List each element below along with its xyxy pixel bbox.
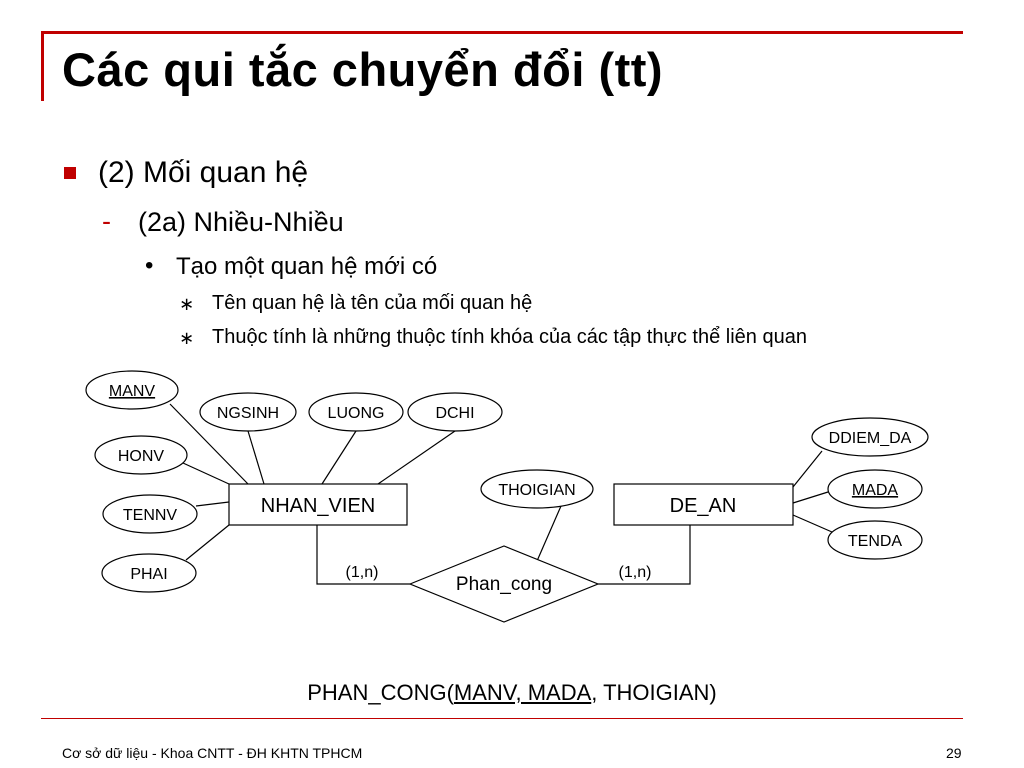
attribute-phai-label: PHAI xyxy=(130,566,168,583)
attribute-luong-label: LUONG xyxy=(327,405,385,422)
attribute-ddiem-da-label: DDIEM_DA xyxy=(828,430,912,447)
connector-ddiem-da xyxy=(793,451,822,487)
connector-luong xyxy=(322,431,356,484)
entity-nhan-vien-label: NHAN_VIEN xyxy=(260,495,376,517)
relation-schema xyxy=(0,680,1024,706)
bullet-level-4-relation-name: Tên quan hệ là tên của mối quan hệ xyxy=(212,292,533,314)
attribute-mada-label: MADA xyxy=(851,482,899,499)
connector-dchi xyxy=(378,431,455,484)
bullet-level-1: (2) Mối quan hệ xyxy=(98,156,309,189)
entity-de-an-label: DE_AN xyxy=(669,495,737,517)
slide-title: Các qui tắc chuyển đổi (tt) xyxy=(62,43,664,96)
dot-bullet-icon: • xyxy=(145,252,154,279)
attribute-thoigian-label: THOIGIAN xyxy=(498,482,576,499)
page-number: 29 xyxy=(946,745,962,761)
connector-phai xyxy=(186,525,229,560)
relation-schema-key: MANV, MADA xyxy=(453,680,592,705)
connector-honv xyxy=(183,463,229,484)
attribute-tenda-label: TENDA xyxy=(847,533,903,550)
attribute-tennv-label: TENNV xyxy=(122,507,178,524)
cardinality-left: (1,n) xyxy=(345,564,379,581)
connector-mada xyxy=(793,492,828,503)
footer-source: Cơ sở dữ liệu - Khoa CNTT - ĐH KHTN TPHCM xyxy=(62,745,363,761)
attribute-dchi-label: DCHI xyxy=(435,405,475,422)
bullet-level-2: (2a) Nhiều-Nhiều xyxy=(138,207,344,237)
cardinality-right: (1,n) xyxy=(618,564,652,581)
connector-ngsinh xyxy=(248,431,264,484)
relation-schema-suffix: , THOIGIAN) xyxy=(591,680,717,705)
connector-thoigian xyxy=(537,506,561,561)
connector-tenda xyxy=(793,515,832,532)
bullet-level-4-attributes: Thuộc tính là những thuộc tính khóa của các tập thực thể liên quan xyxy=(212,326,807,348)
footer-rule xyxy=(41,718,963,719)
asterisk-bullet-icon: ∗ xyxy=(179,328,195,348)
attribute-manv-label: MANV xyxy=(108,383,156,400)
bullet-level-3: Tạo một quan hệ mới có xyxy=(176,253,438,280)
attribute-ngsinh-label: NGSINH xyxy=(216,405,280,422)
attribute-honv-label: HONV xyxy=(117,448,165,465)
relation-schema-prefix: PHAN_CONG( xyxy=(307,680,454,705)
dash-bullet-icon: - xyxy=(102,206,111,236)
connector-tennv xyxy=(196,502,229,506)
relationship-phan-cong-label: Phan_cong xyxy=(455,574,553,595)
asterisk-bullet-icon: ∗ xyxy=(179,294,195,314)
